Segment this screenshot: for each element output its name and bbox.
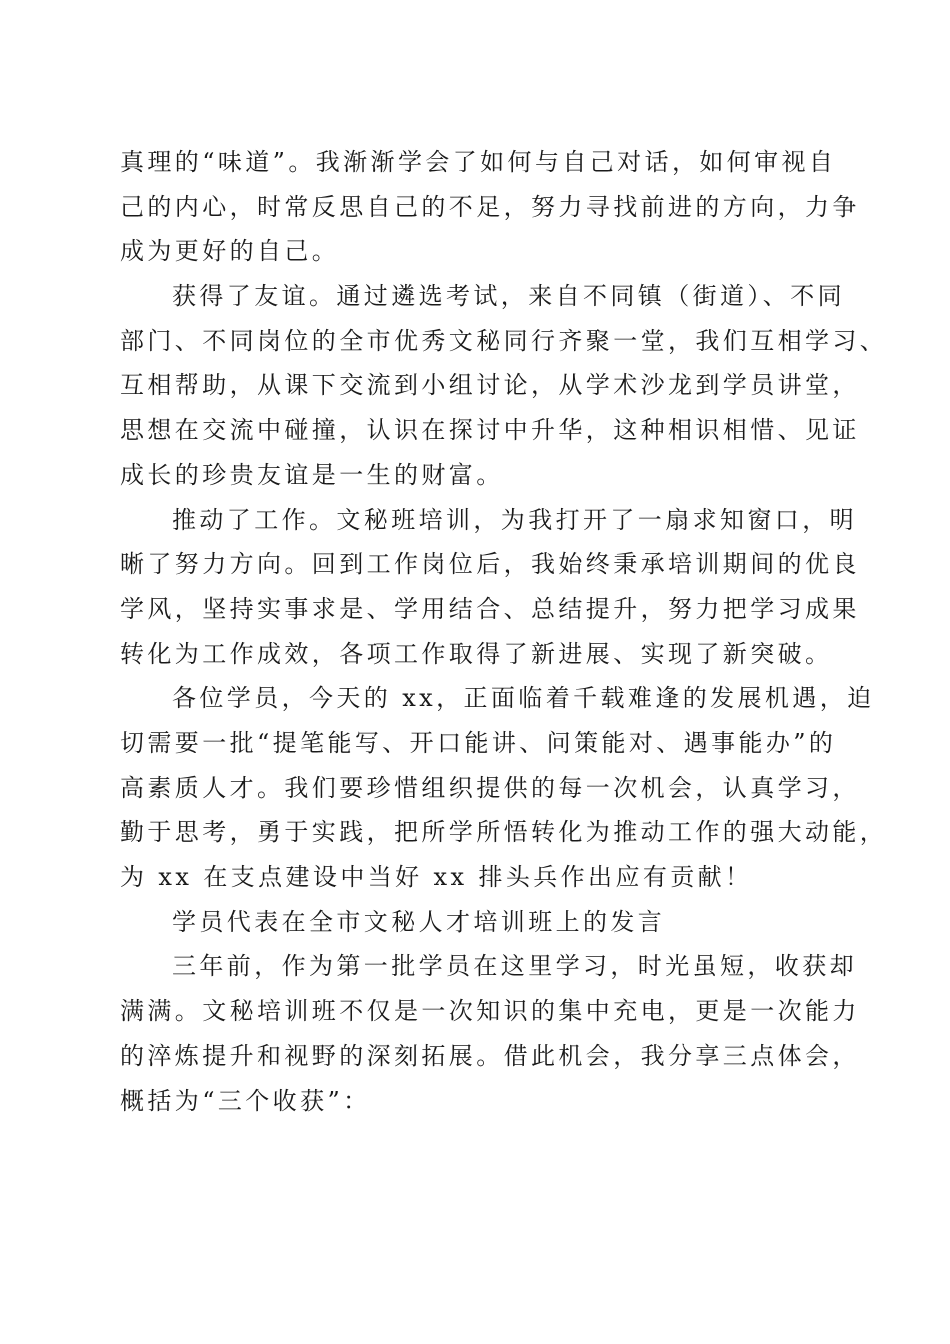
speech-title: 学员代表在全市文秘人才培训班上的发言 <box>172 908 666 936</box>
body-line: 的淬炼提升和视野的深刻拓展。借此机会，我分享三点体会， <box>120 1042 860 1070</box>
body-line: 学风，坚持实事求是、学用结合、总结提升，努力把学习成果 <box>120 595 860 623</box>
body-line: 部门、不同岗位的全市优秀文秘同行齐聚一堂，我们互相学习、 <box>120 327 888 355</box>
paragraph-first-line: 三年前，作为第一批学员在这里学习，时光虽短，收获却 <box>172 952 857 980</box>
body-line: 晰了努力方向。回到工作岗位后，我始终秉承培训期间的优良 <box>120 550 860 578</box>
body-line: 转化为工作成效，各项工作取得了新进展、实现了新突破。 <box>120 640 833 668</box>
body-line: 高素质人才。我们要珍惜组织提供的每一次机会，认真学习， <box>120 774 860 802</box>
body-line: 互相帮助，从课下交流到小组讨论，从学术沙龙到学员讲堂， <box>120 371 860 399</box>
body-line: 切需要一批“提笔能写、开口能讲、问策能对、遇事能办”的 <box>120 729 837 757</box>
body-line: 勤于思考，勇于实践，把所学所悟转化为推动工作的强大动能， <box>120 818 888 846</box>
body-line: 成长的珍贵友谊是一生的财富。 <box>120 461 504 489</box>
body-line: 满满。文秘培训班不仅是一次知识的集中充电，更是一次能力 <box>120 997 860 1025</box>
paragraph-first-line: 推动了工作。文秘班培训，为我打开了一扇求知窗口，明 <box>172 506 857 534</box>
body-line: 真理的“味道”。我渐渐学会了如何与自己对话，如何审视自 <box>120 148 837 176</box>
body-line: 己的内心，时常反思自己的不足，努力寻找前进的方向，力争 <box>120 193 860 221</box>
paragraph-first-line: 各位学员，今天的 xx，正面临着千载难逢的发展机遇，迫 <box>172 684 875 712</box>
body-line: 为 xx 在支点建设中当好 xx 排头兵作出应有贡献！ <box>120 863 753 891</box>
body-line: 思想在交流中碰撞，认识在探讨中升华，这种相识相惜、见证 <box>120 416 860 444</box>
body-line: 概括为“三个收获”： <box>120 1087 371 1115</box>
paragraph-first-line: 获得了友谊。通过遴选考试，来自不同镇（街道）、不同 <box>172 282 845 310</box>
body-line: 成为更好的自己。 <box>120 237 340 265</box>
